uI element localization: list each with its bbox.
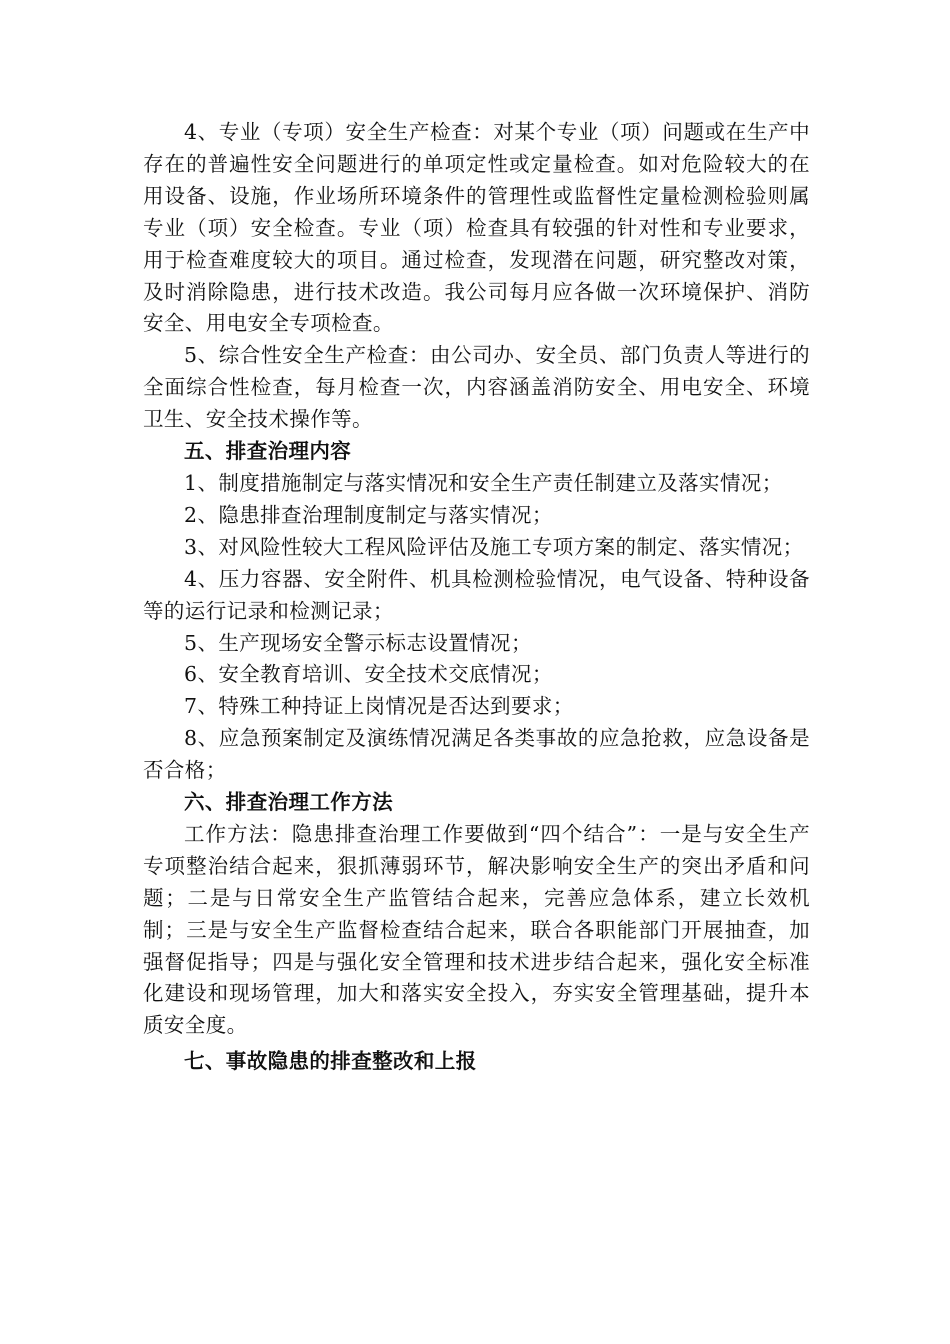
list-item-6: 6、安全教育培训、安全技术交底情况； <box>184 662 553 687</box>
list-item-7: 7、特殊工种持证上岗情况是否达到要求； <box>184 694 574 719</box>
document-page <box>143 117 810 1078</box>
section-heading-6: 六、排查治理工作方法 <box>184 790 393 815</box>
paragraph-work-method: 工作方法：隐患排查治理工作要做到“四个结合”：一是与安全生产专项整治结合起来，狠抓薄弱环节，解决影响安全生产的突出矛盾和问题；二是与日常安全生产监管结合起来，完善应急体系，建立长效机制；三是与安全生产监督检查结合起来，联合各职能部门开展抽查，加强督促指导；四是与强化安全管理和技术进步结合起来，强化安全标准化建设和现场管理，加大和落实安全投入，夯实安全管理基础，提升本质安全度。 <box>143 821 810 1038</box>
paragraph-special-inspection: 4、专业（专项）安全生产检查：对某个专业（项）问题或在生产中存在的普遍性安全问题进行的单项定性或定量检查。如对危险较大的在用设备、设施，作业场所环境条件的管理性或监督性定量检测检验则属专业（项）安全检查。专业（项）检查具有较强的针对性和专业要求，用于检查难度较大的项目。通过检查，发现潜在问题，研究整改对策，及时消除隐患，进行技术改造。我公司每月应各做一次环境保护、消防安全、用电安全专项检查。 <box>143 120 810 336</box>
list-item-2: 2、隐患排查治理制度制定与落实情况； <box>184 502 553 527</box>
section-heading-7: 七、事故隐患的排查整改和上报 <box>184 1049 477 1074</box>
paragraph-comprehensive-inspection: 5、综合性安全生产检查：由公司办、安全员、部门负责人等进行的全面综合性检查，每月检查一次，内容涵盖消防安全、用电安全、环境卫生、安全技术操作等。 <box>143 343 810 432</box>
list-item-4: 4、压力容器、安全附件、机具检测检验情况，电气设备、特种设备等的运行记录和检测记录； <box>143 566 810 623</box>
list-item-5: 5、生产现场安全警示标志设置情况； <box>184 630 532 655</box>
section-heading-5: 五、排查治理内容 <box>184 439 352 464</box>
list-item-3: 3、对风险性较大工程风险评估及施工专项方案的制定、落实情况； <box>184 534 804 559</box>
list-item-8: 8、应急预案制定及演练情况满足各类事故的应急抢救，应急设备是否合格； <box>143 726 810 783</box>
list-item-1: 1、制度措施制定与落实情况和安全生产责任制建立及落实情况； <box>184 470 783 495</box>
